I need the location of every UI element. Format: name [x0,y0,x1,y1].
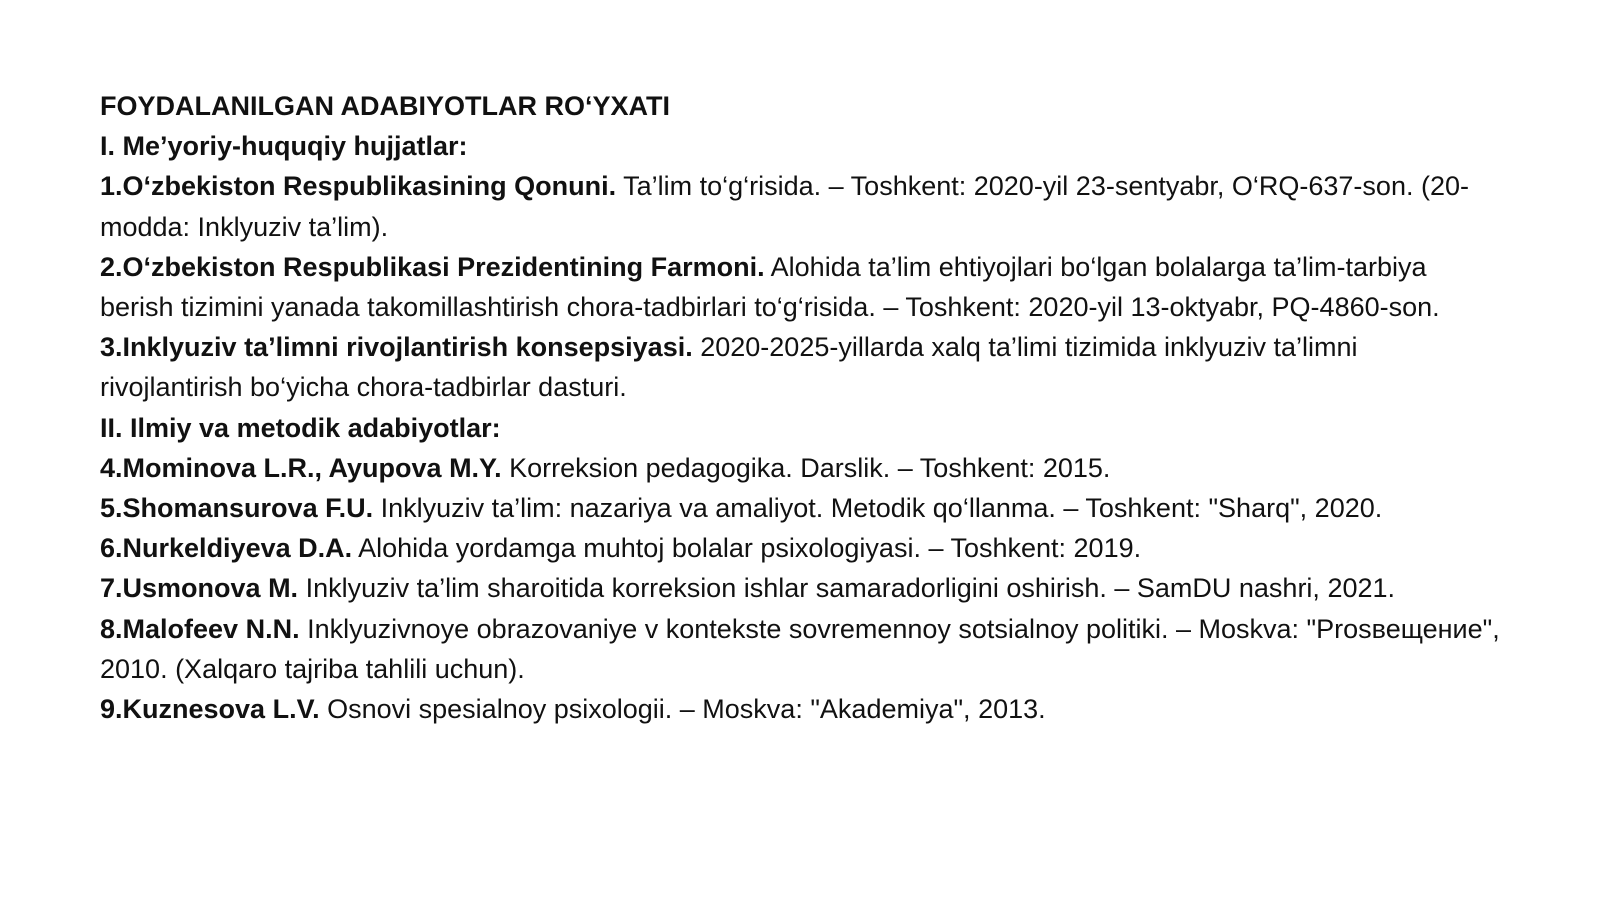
entry-number: 8. [100,613,123,644]
entry-author: O‘zbekiston Respublikasi Prezidentining Farmoni. [122,251,765,282]
reference-entry [100,327,1500,407]
entry-author: Nurkeldiyeva D.A. [122,533,353,564]
entry-author: Mominova L.R., Ayupova M.Y. [122,452,502,483]
entry-author: Inklyuziv ta’limni rivojlantirish konsepsiyasi. [122,332,693,363]
entry-text: 2020-2025-yillarda xalq ta’limi tizimida inklyuziv ta’limni rivojlantirish bo‘yicha chora-tadbirlar dasturi. [100,332,1358,403]
reference-entry [100,448,1500,488]
entry-number: 9. [100,694,123,725]
entry-number: 4. [100,452,123,483]
entry-number: 1. [100,171,123,202]
entry-text: Inklyuzivnoye obrazovaniye v kontekste sovremennoy sotsialnoy politiki. – Moskva: "Prosвещение", 2010. (Xalqaro tajriba tahlili uchun). [100,613,1500,684]
entry-number: 5. [100,493,123,524]
page-title: FOYDALANILGAN ADABIYOTLAR RO‘YXATI [100,91,670,121]
entry-number: 6. [100,533,123,564]
entry-number: 7. [100,573,123,604]
reference-entry [100,247,1500,327]
reference-entry [100,609,1500,689]
entry-text: Inklyuziv ta’lim: nazariya va amaliyot. Metodik qo‘llanma. – Toshkent: "Sharq", 2020. [373,493,1383,524]
reference-entry [100,689,1500,729]
entry-author: Malofeev N.N. [122,613,300,644]
entry-text: Osnovi spesialnoy psixologii. – Moskva: "Akademiya", 2013. [319,694,1046,725]
entry-text: Korreksion pedagogika. Darslik. – Toshkent: 2015. [501,452,1111,483]
reference-entry [100,528,1500,568]
entry-author: Kuznesova L.V. [122,694,320,725]
entry-number: 3. [100,332,123,363]
section-heading-scientific: II. Ilmiy va metodik adabiyotlar: [100,412,501,443]
entry-text: Ta’lim to‘g‘risida. – Toshkent: 2020-yil 23-sentyabr, O‘RQ-637-son. (20-modda: Inklyuziv ta’lim). [100,171,1469,242]
entry-author: Shomansurova F.U. [122,493,374,524]
entry-author: O‘zbekiston Respublikasining Qonuni. [122,171,617,202]
entry-text: Alohida ta’lim ehtiyojlari bo‘lgan bolalarga ta’lim-tarbiya berish tizimini yanada takomillashtirish chora-tadbirlari to‘g‘risida. – Toshkent: 2020-yil 13-oktyabr, PQ-4860-son. [100,251,1440,323]
section-heading-legal: I. Me’yoriy-huquqiy hujjatlar: [100,131,468,162]
entry-text: Inklyuziv ta’lim sharoitida korreksion ishlar samaradorligini oshirish. – SamDU nashri, 2021. [298,573,1396,604]
reference-entry [100,488,1500,528]
entry-number: 2. [100,251,123,282]
entry-author: Usmonova M. [122,573,299,604]
reference-entry [100,568,1500,608]
reference-entry [100,166,1500,246]
entry-text: Alohida yordamga muhtoj bolalar psixologiyasi. – Toshkent: 2019. [352,533,1142,564]
reference-list [100,86,1500,729]
